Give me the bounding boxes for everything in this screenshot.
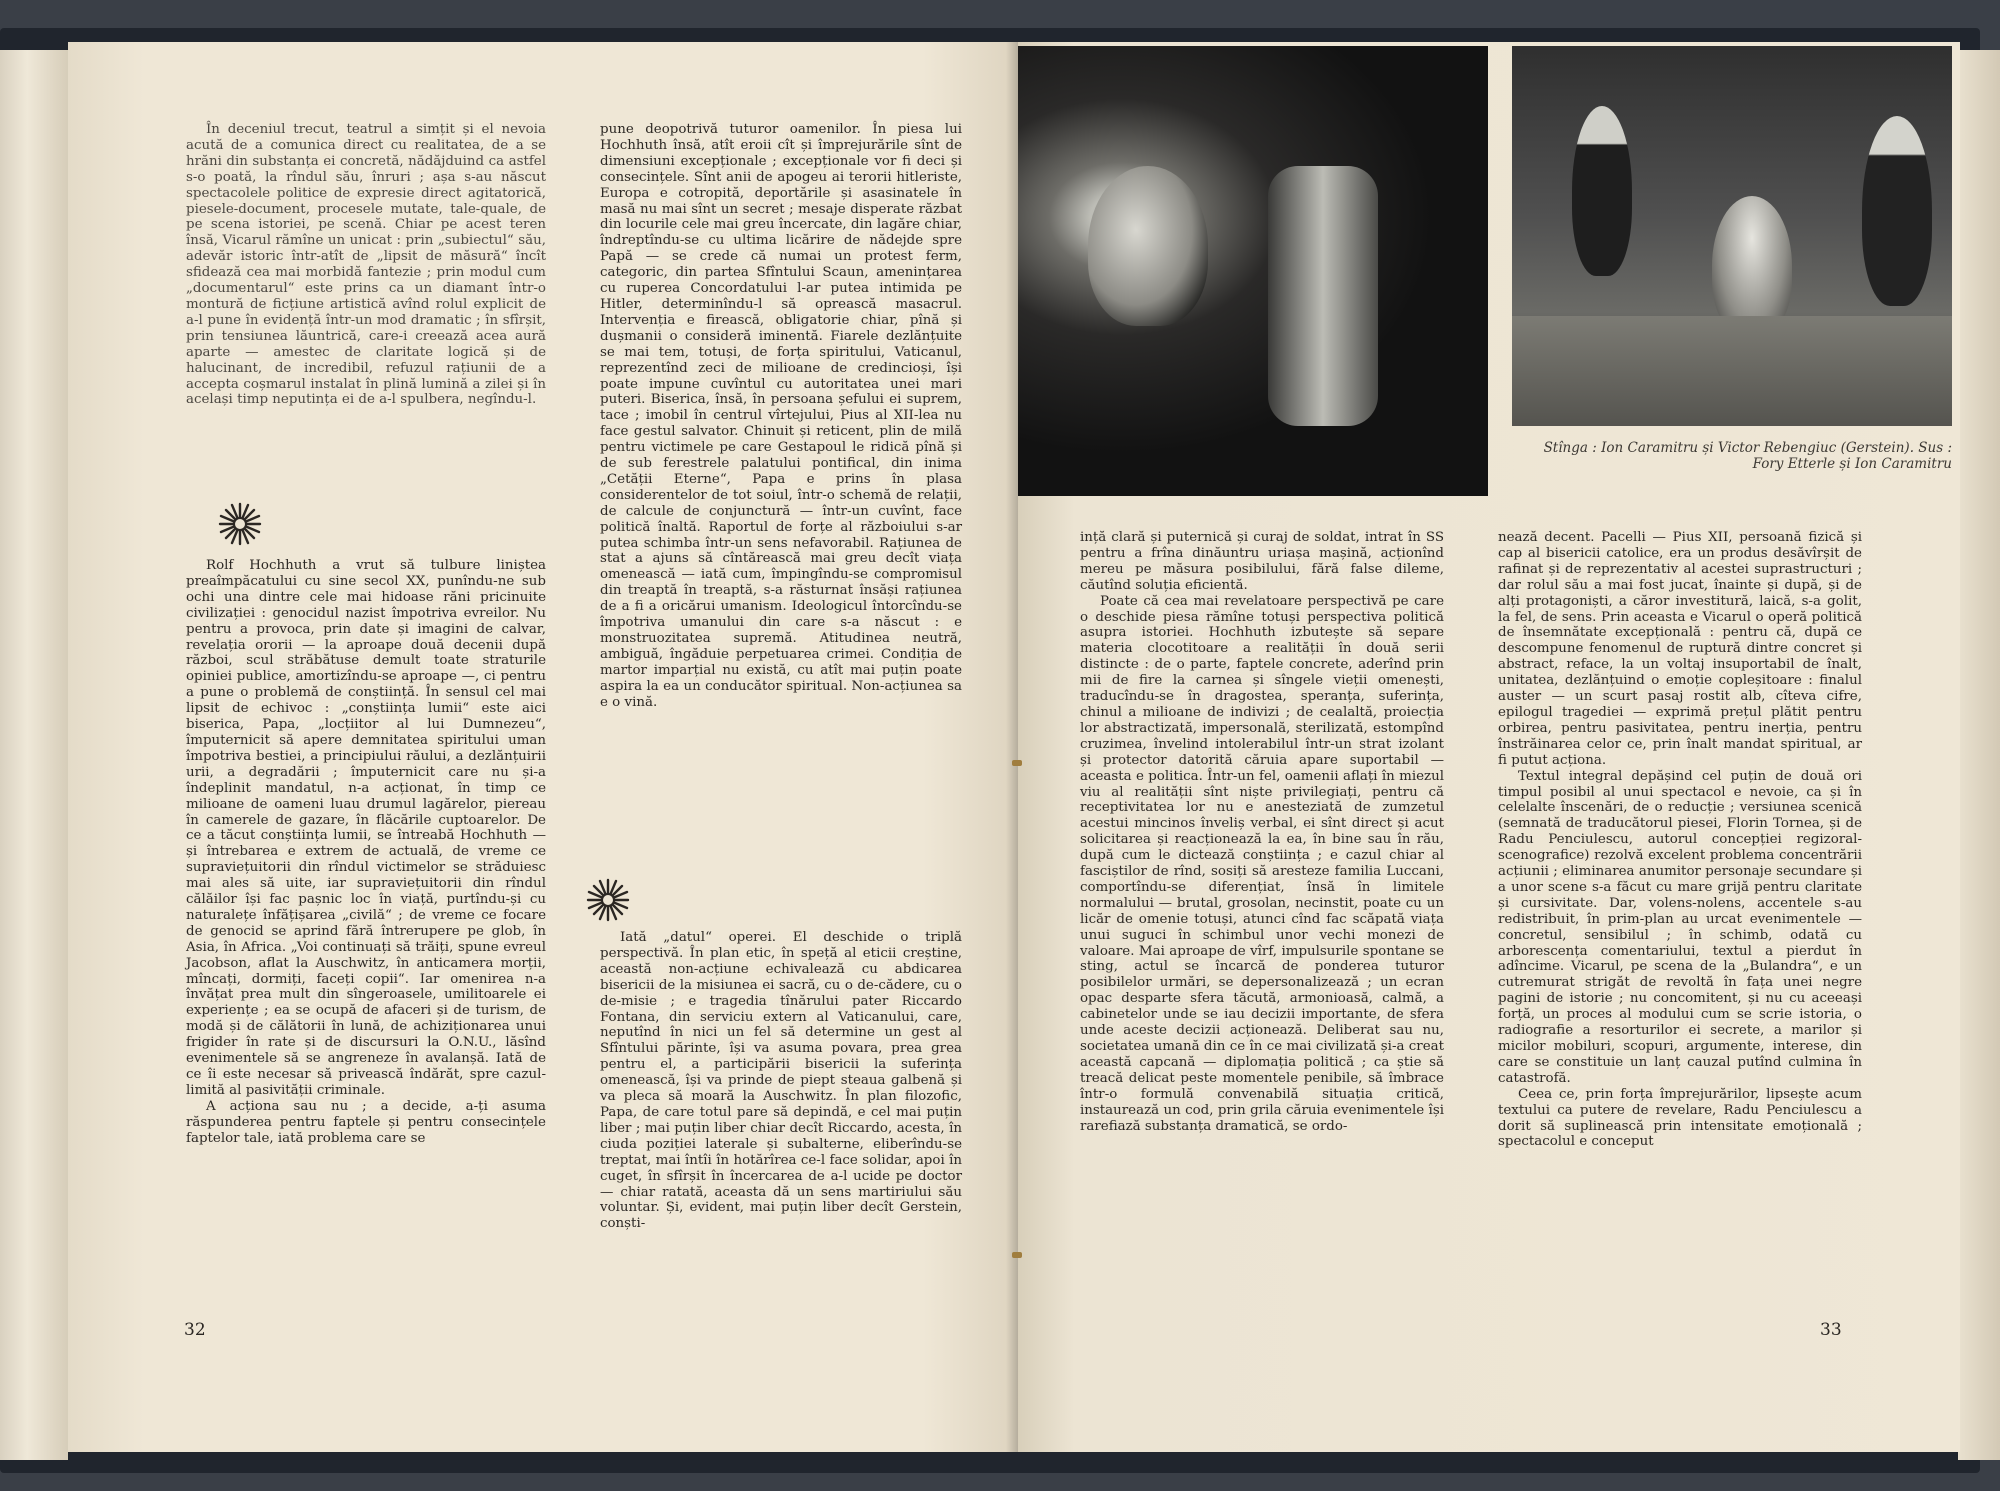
photo-figure-pope xyxy=(1712,196,1792,336)
photo-figure-priest xyxy=(1572,106,1632,276)
photo-caramitru-rebengiuc xyxy=(1018,46,1488,496)
left-page xyxy=(68,42,1018,1452)
paragraph: A acționa sau nu ; a decide, a-ți asuma răspunderea pentru faptele și pentru consecințele faptelor tale, iată problema care se xyxy=(186,1098,546,1146)
photo-etterle-caramitru xyxy=(1512,46,1952,426)
paragraph: Ceea ce, prin forța împrejurărilor, lipsește acum textului ca putere de revelare, Radu Penciulescu a dorit să suplinească prin intensitate emoțională ; spectacolul e conceput xyxy=(1498,1086,1862,1150)
left-column-2-lower xyxy=(600,930,962,1232)
binding-staple xyxy=(1012,1252,1022,1258)
right-column-1 xyxy=(1080,530,1444,1134)
paragraph: Poate că cea mai revelatoare perspectivă pe care o deschide piesa rămîne totuși perspectiva politică asupra istoriei. Hochhuth izbutește să separe materia clocotitoare a realității în două serii distincte : de o parte, faptele concrete, aderînd prin mii de fire la carnea și sîngele vieții omenești, traducîndu-se în dragostea, speranța, suferința, chinul a milioane de indivizi ; de cealaltă, proiecția lor abstractizată, impersonală, sterilizată, estompînd cruzimea, învelind intolerabilul într-un strat izolant și protector datorită căruia apare suportabil — aceasta e politica. Într-un fel, oamenii aflați în miezul viu al realității sînt niște privilegiați, pentru că receptivitatea lor nu e anesteziată de zumzetul acestui mincinos înveliș verbal, ei sînt direct și acut solicitarea și reacționează la ea, în bine sau în rău, după cum le dictează conștiința ; e cazul chiar al fasciștilor de rînd, sosiți să aresteze familia Luccani, comportîndu-se diferențiat, însă în limitele normalului — brutal, grosolan, necinstit, poate cu un licăr de omenie totuși, atunci cînd fac scăpată viața unui suguci în schimbul unor vechi monezi de valoare. Mai aproape de vîrf, impulsurile spontane se sting, actul se încarcă de ponderea tuturor posibilelor urmări, se depersonalizează ; un ecran opac desparte sfera tăcută, armonioasă, calmă, a cabinetelor unde se iau decizii importante, de sfera unde aceste decizii acționează. Deliberat sau nu, societatea umană din ce în ce mai civilizată și-a creat această capcană — diplomația politică ; ca știe să treacă delicat peste momentele penibile, să îmbrace într-o formulă convenabilă situația critică, instaurează un cod, prin grila căruia evenimentele își rarefiază substanța dramatică, se ordo- xyxy=(1080,593,1444,1134)
paragraph: nează decent. Pacelli — Pius XII, persoană fizică și cap al bisericii catolice, era un produs desăvîrșit de rafinat și de reprezentativ al acestei suprastructuri ; dar rolul său a mai fost jucat, înainte și după, și de alți protagoniști, a căror investitură, laică, s-a golit, la fel, de sens. Prin aceasta e Vicarul o operă politică de însemnătate excepțională : pentru că, după ce descompune fenomenul de ruptură dintre concret și abstract, reface, la un voltaj insuportabil de înalt, unitatea, dezlănțuind o emoție copleșitoare : finalul auster — un scurt pasaj rostit alb, cîteva cifre, epilogul tragediei — exprimă prețul plătit pentru orbirea, pentru pasivitatea, pentru inerția, pentru înstrăinarea celor ce, prin înalt mandat spiritual, ar fi putut acționa. xyxy=(1498,530,1862,768)
right-column-2 xyxy=(1498,530,1862,1150)
photo-figure-shirt xyxy=(1268,166,1378,426)
paragraph: Iată „datul“ operei. El deschide o triplă perspectivă. În plan etic, în speță al eticii creștine, această non-acțiune echivalează cu abdicarea bisericii de la misiunea ei sacră, cu o de-cădere, cu o de-misie ; e tragedia tînărului pater Riccardo Fontana, din serviciu extern al Vaticanului, care, neputînd în nici un fel să determine un gest al Sfîntului părinte, își va asuma povara, prea grea pentru el, a participării bisericii la suferința omenească, își va prinde de piept steaua galbenă și va pleca să moară la Auschwitz. În plan filozofic, Papa, de care totul pare să depindă, e cel mai puțin liber ; mai puțin liber chiar decît Riccardo, acesta, în ciuda poziției laterale și subalterne, eliberîndu-se treptat, mai întîi în hotărîrea ce-l face solidar, apoi în cuget, în sfîrșit în încercarea de a-l ucide pe doctor — chiar ratată, aceasta dă un sens martiriului său voluntar. Și, evident, mai puțin liber decît Gerstein, conști- xyxy=(600,930,962,1232)
paragraph: Rolf Hochhuth a vrut să tulbure liniștea preaîmpăcatului cu sine secol XX, punîndu-ne sub ochi una dintre cele mai hidoase răni pricinuite civilizației : genocidul nazist împotriva evreilor. Nu pentru a provoca, prin date și imagini de calvar, revelația ororii — la aproape două decenii după război, scul străbătuse demult toate straturile opiniei publice, amortizîndu-se aproape —, ci pentru a pune o problemă de conștiință. În sensul cel mai lipsit de echivoc : „conștiința lumii“ este aici biserica, Papa, „locțiitor al lui Dumnezeu“, împuternicit să apere demnitatea spiritului uman împotriva bestiei, a principiului răului, a dezlănțuirii urii, a degradării ; împuternicit care nu și-a îndeplinit mandatul, n-a acționat, în timp ce milioane de oameni luau drumul lagărelor, piereau în camerele de gazare, în flăcările cuptoarelor. De ce a tăcut conștiința lumii, se întreabă Hochhuth — și întrebarea e extrem de actuală, de vreme ce supraviețuitorii din rîndul victimelor se străduiesc mai ales să uite, iar supraviețuitorii din rîndul călăilor își fac pașnic loc în viață, purtîndu-și cu naturalețe înfățișarea „civilă“ ; de vreme ce focare de genocid se aprind fără întrerupere pe glob, în Asia, în Africa. „Voi continuați să trăiți, spune evreul Jacobson, aflat la Auschwitz, în anticamera morții, mîncați, dormiți, faceți copii“. Iar omenirea n-a învățat prea mult din sîngeroasele, umilitoarele ei experiențe ; ea se ocupă de afaceri și de turism, de modă și de călătorii în lună, de achiziționarea unui frigider în rate și de discursuri la O.N.U., lăsînd evenimentele să se angreneze în avalanșă. Iată de ce îi este necesar să privească îndărăt, spre cazul-limită al pasivității criminale. xyxy=(186,558,546,1098)
sun-star-ornament-icon xyxy=(218,502,262,546)
left-column-1 xyxy=(186,122,546,408)
paragraph: ință clară și puternică și curaj de soldat, intrat în SS pentru a frîna dinăuntru uriașa mașină, acționînd mereu pe măsura posibilului, fără false dileme, căutînd soluția eficientă. xyxy=(1080,530,1444,593)
right-page-edges xyxy=(1958,50,2000,1460)
page-number: 32 xyxy=(184,1320,206,1340)
photo-figure-standing xyxy=(1862,116,1932,306)
paragraph: În deceniul trecut, teatrul a simțit și el nevoia acută de a comunica direct cu realitatea, de a se hrăni din substanța ei concretă, nădăjduind ca astfel s-o poată, la rîndul său, înruri ; așa s-au născut spectacolele politice de expresie direct agitatorică, piesele-document, procesele mutate, tale-quale, de pe scena istoriei, pe scenă. Chiar pe acest teren însă, Vicarul rămîne un unicat : prin „subiectul“ său, adevăr istoric într-atît de „lipsit de măsură“ încît sfidează cea mai morbidă fantezie ; prin modul cum „documentarul“ este prins ca un diamant într-o montură de ficțiune artistică avînd rolul explicit de a-l pune în evidență într-un mod dramatic ; în sfîrșit, prin tensiunea lăuntrică, care-i creează acea aură aparte — amestec de claritate logică și de halucinant, de incredibil, refuzul rațiunii de a accepta coșmarul instalat în plină lumină a zilei și în același timp neputința ei de a-l spulbera, negîndu-l. xyxy=(186,122,546,408)
photo-caption: Stînga : Ion Caramitru și Victor Rebengiuc (Gerstein). Sus : Fory Etterle și Ion Caramitru xyxy=(1543,440,1952,472)
left-page-edges xyxy=(0,50,68,1460)
binding-staple xyxy=(1012,760,1022,766)
photo-figure-face xyxy=(1088,166,1208,326)
photo-floor xyxy=(1512,316,1952,426)
left-column-1-lower xyxy=(186,558,546,1147)
paragraph: Textul integral depășind cel puțin de două ori timpul posibil al unui spectacol e nevoie, ca și în celelalte înscenări, de o reducție ; versiunea scenică (semnată de traducătorul piesei, Florin Tornea, și de Radu Penciulescu, autorul concepției regizoral-scenografice) rezolvă excelent problema concentrării acțiunii ; eliminarea anumitor personaje secundare și a unor scene s-a făcut cu mare grijă pentru claritate și cursivitate. Dar, volens-nolens, accentele s-au redistribuit, în prim-plan au urcat evenimentele — concretul, sensibilul ; în schimb, odată cu arborescența comentariului, textul a pierdut în adîncime. Vicarul, pe scena de la „Bulandra“, e un cutremurat strigăt de revoltă în fața unei negre pagini de istorie ; nu concomitent, și nu cu aceeași forță, un proces al modului cum se scrie istoria, o radiografie a resorturilor ei secrete, a marilor și micilor mobiluri, scopuri, argumente, interese, din care se constituie un lanț cauzal putînd culmina în catastrofă. xyxy=(1498,768,1862,1086)
page-number: 33 xyxy=(1820,1320,1842,1340)
paragraph: pune deopotrivă tuturor oamenilor. În piesa lui Hochhuth însă, atît eroii cît și împrejurările sînt de dimensiuni excepționale ; excepționale vor fi deci și consecințele. Sînt anii de apogeu ai terorii hitleriste, Europa e cotropită, deportările și asasinatele în masă nu mai sînt un secret ; mesaje disperate răzbat din locurile cele mai greu încercate, din lagăre chiar, îndreptîndu-se cu ultima licărire de nădejde spre Papă — se crede că numai un protest ferm, categoric, din partea Sfîntului Scaun, amenințarea cu ruperea Concordatului l-ar putea intimida pe Hitler, determinîndu-l să oprească masacrul. Intervenția e firească, obligatorie chiar, pînă și dușmanii o consideră iminentă. Fiarele dezlănțuite se mai tem, totuși, de forța spiritului, Vaticanul, reprezentînd zeci de milioane de credincioși, își poate impune cuvîntul cu autoritatea unei mari puteri. Biserica, însă, în persoana șefului ei suprem, tace ; imobil în centrul vîrtejului, Pius al XII-lea nu face gestul salvator. Chinuit și reticent, plin de milă pentru victimele pe care Gestapoul le ridică pînă și de sub ferestrele palatului pontifical, din inima „Cetății Eterne“, Papa e prins în plasa considerentelor de tot soiul, într-o schemă de relații, de calcule de conjunctură — într-un cuvînt, face politică înaltă. Raportul de forțe al războiului s-ar putea schimba într-un sens nefavorabil. Rațiunea de stat a ajuns să cîntărească mai greu decît viața omenească — iată cum, împingîndu-se compromisul din treaptă în treaptă, s-a răsturnat însăși rațiunea de a fi a oricărui umanism. Ideologicul întorcîndu-se împotriva umanului din care s-a născut : e monstruozitatea supremă. Atitudinea neutră, ambiguă, îngăduie perpetuarea crimei. Condiția de martor imparțial nu există, cu atît mai puțin poate aspira la ea un conducător spiritual. Non-acțiunea sa e o vină. xyxy=(600,122,962,710)
sun-star-ornament-icon xyxy=(586,878,630,922)
left-column-2 xyxy=(600,122,962,711)
